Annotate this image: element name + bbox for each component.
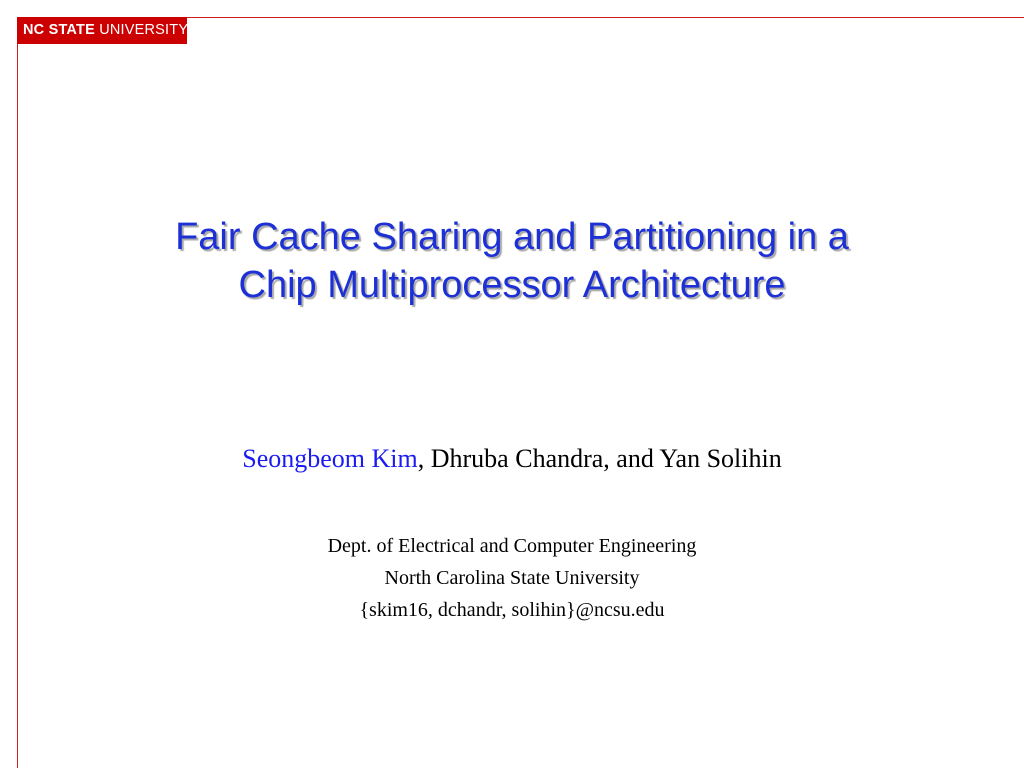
university-line: North Carolina State University: [384, 567, 640, 589]
author-list: [60, 442, 964, 476]
left-border-rule: [17, 17, 18, 768]
title-line-1: Fair Cache Sharing and Partitioning in a: [175, 216, 849, 258]
ncsu-logo: [17, 17, 187, 44]
logo-bold-text: NC STATE: [23, 22, 95, 38]
presenter-name: Seongbeom Kim: [242, 444, 418, 473]
other-authors: , Dhruba Chandra, and Yan Solihin: [417, 444, 782, 473]
affiliation-block: [60, 530, 964, 626]
department-line: Dept. of Electrical and Computer Engineering: [327, 535, 697, 557]
slide-title: [60, 213, 964, 309]
logo-light-text: UNIVERSITY: [99, 22, 189, 38]
email-line: {skim16, dchandr, solihin}@ncsu.edu: [359, 599, 665, 621]
title-line-2: Chip Multiprocessor Architecture: [238, 264, 786, 306]
